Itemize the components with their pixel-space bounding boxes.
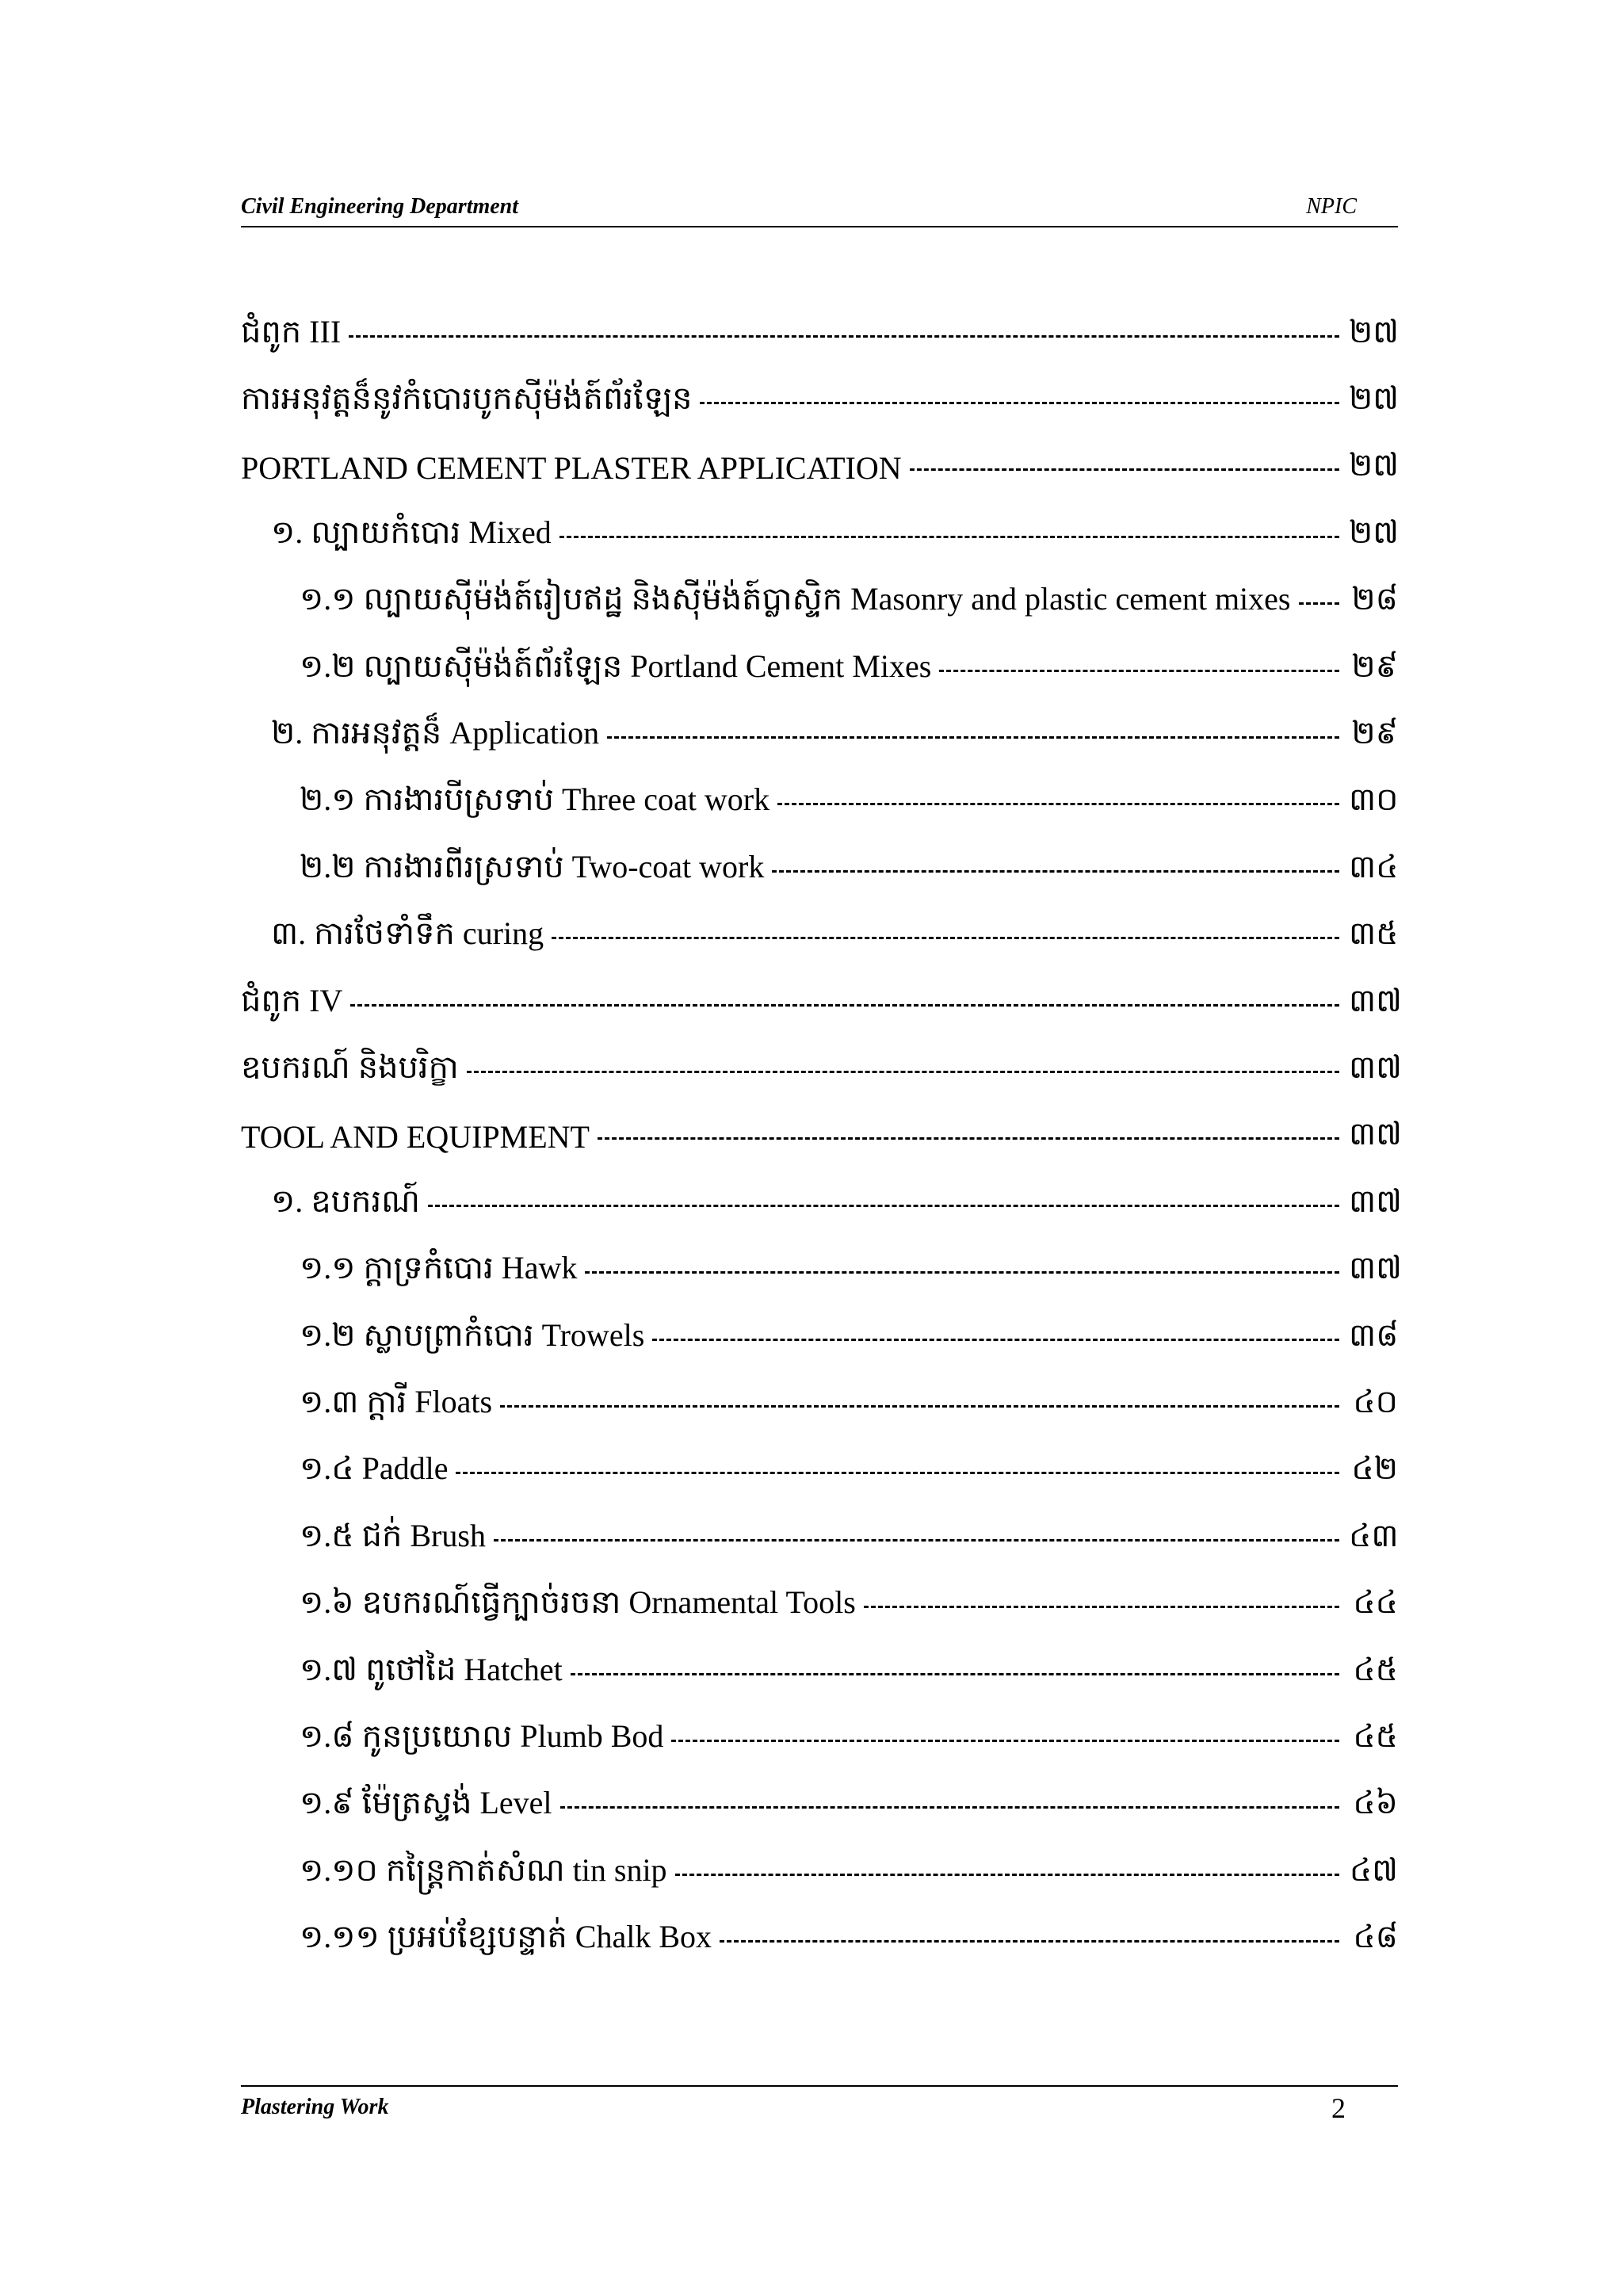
toc-entry-title: ១.១ ក្តាទ្រកំបោរ Hawk: [300, 1250, 578, 1286]
toc-entry: [241, 1237, 1402, 1304]
toc-leader-dashes: [585, 1271, 1339, 1274]
toc-entry-page: ៤២: [1351, 1450, 1398, 1487]
toc-entry-page: ៤៤: [1353, 1584, 1398, 1621]
toc-leader-dashes: [720, 1940, 1339, 1943]
footer-document-title: Plastering Work: [241, 2095, 389, 2119]
toc-entry-title: PORTLAND CEMENT PLASTER APPLICATION: [241, 450, 902, 487]
toc-entry: [241, 569, 1398, 636]
toc-entry-title: ១.៤ Paddle: [300, 1450, 449, 1487]
page-footer: [241, 2085, 1398, 2134]
toc-leader-dashes: [560, 1806, 1339, 1809]
toc-entry: [241, 1906, 1398, 1973]
toc-entry: [241, 1839, 1398, 1906]
toc-leader-dashes: [652, 1339, 1339, 1341]
header-institution: NPIC: [1306, 194, 1357, 219]
toc-entry-page: ២៩: [1351, 715, 1398, 751]
toc-leader-dashes: [428, 1205, 1339, 1207]
toc-entry-page: ៣៧: [1349, 982, 1402, 1018]
toc-leader-dashes: [675, 1874, 1339, 1876]
toc-entry-page: ៤៨: [1353, 1919, 1398, 1955]
toc-leader-dashes: [552, 937, 1339, 939]
toc-entry-page: ៤៥: [1353, 1717, 1398, 1754]
toc-leader-dashes: [772, 870, 1339, 873]
toc-leader-dashes: [1299, 602, 1340, 605]
toc-entry-page: ៣០: [1349, 781, 1399, 818]
toc-entry-page: ៣៥: [1349, 915, 1399, 952]
toc-entry-page: ៤៥: [1353, 1651, 1398, 1687]
toc-entry-title: ជំពូក IV: [241, 982, 343, 1018]
toc-entry-title: ឧបករណ៍ និងបរិក្ខា: [241, 1049, 459, 1085]
toc-entry: [241, 1773, 1398, 1839]
toc-leader-dashes: [350, 1004, 1339, 1007]
toc-entry: [241, 1104, 1402, 1171]
toc-entry-title: ១.៩ ម៉ែត្រស្ទង់ Level: [300, 1785, 552, 1821]
toc-leader-dashes: [939, 670, 1339, 672]
table-of-contents: [241, 301, 1402, 1973]
toc-entry-page: ៣៤: [1349, 848, 1399, 884]
toc-entry: [241, 1305, 1398, 1371]
toc-entry: [241, 702, 1398, 769]
page-number: 2: [1331, 2092, 1346, 2124]
toc-entry-page: ២៩: [1351, 648, 1398, 684]
toc-entry-title: ២. ការអនុវត្តន៏ Application: [271, 715, 600, 751]
toc-entry: [241, 1706, 1398, 1772]
toc-leader-dashes: [700, 402, 1339, 404]
toc-entry-title: ១. ល្បាយកំបោរ Mixed: [271, 514, 552, 550]
toc-leader-dashes: [910, 468, 1339, 471]
toc-entry-title: ១.៥ ជក់ Brush: [300, 1517, 486, 1553]
toc-entry: [241, 1037, 1402, 1103]
toc-entry-page: ២៧: [1349, 514, 1400, 550]
toc-entry-page: ៣៨: [1349, 1316, 1399, 1353]
toc-entry-title: ១.១០ កន្ត្រៃកាត់សំណ tin snip: [300, 1851, 667, 1888]
toc-entry-page: ២៨: [1351, 581, 1398, 617]
toc-entry-title: ១.៨ កូនប្រយោល Plumb Bod: [300, 1717, 664, 1754]
toc-leader-dashes: [456, 1472, 1339, 1474]
toc-leader-dashes: [864, 1606, 1339, 1608]
toc-entry-page: ៤៣: [1349, 1517, 1399, 1553]
toc-entry: [241, 636, 1398, 702]
toc-entry-page: ៣៧: [1349, 1250, 1402, 1286]
toc-entry-title: ១. ឧបករណ៍: [271, 1182, 420, 1219]
toc-entry-title: ២.២ ការងារពីរស្រទាប់ Two-coat work: [300, 848, 765, 884]
toc-entry-page: ២៧: [1349, 380, 1400, 417]
toc-entry: [241, 836, 1398, 903]
toc-entry: [241, 502, 1398, 568]
toc-entry: [241, 368, 1398, 434]
toc-entry-title: ២.១ ការងារបីស្រទាប់ Three coat work: [300, 781, 770, 818]
toc-leader-dashes: [607, 736, 1339, 739]
toc-leader-dashes: [467, 1071, 1339, 1073]
toc-leader-dashes: [671, 1740, 1339, 1742]
header-department: Civil Engineering Department: [241, 194, 519, 219]
toc-entry: [241, 770, 1398, 836]
toc-entry-page: ៤០: [1353, 1383, 1398, 1419]
toc-entry-title: ១.២ ល្បាយស៊ីម៉ង់ត៍ព័រឡែន Portland Cement Mixes: [300, 648, 932, 684]
toc-entry: [241, 970, 1402, 1037]
toc-entry: [241, 1639, 1398, 1706]
toc-entry-page: ២៧: [1349, 313, 1400, 350]
toc-leader-dashes: [349, 335, 1339, 338]
toc-entry-page: ៤៦: [1353, 1785, 1398, 1821]
toc-leader-dashes: [559, 536, 1339, 538]
page-header: [241, 194, 1398, 227]
toc-entry-title: ១.៧ ពូថៅដៃ Hatchet: [300, 1651, 563, 1687]
toc-entry-title: ការអនុវត្តន៏នូវកំបោរបូកស៊ីម៉ង់ត៍ព័រឡែន: [241, 380, 693, 417]
toc-entry: [241, 301, 1398, 368]
toc-entry-title: TOOL AND EQUIPMENT: [241, 1119, 590, 1156]
toc-entry-title: ១.៣ ក្តារី Floats: [300, 1383, 493, 1419]
toc-entry-page: ៣៧: [1349, 1182, 1402, 1219]
toc-entry: [241, 435, 1398, 502]
toc-entry-page: ២៧: [1349, 447, 1400, 483]
toc-entry-title: ជំពូក III: [241, 313, 342, 350]
toc-entry-page: ៣៧: [1349, 1116, 1402, 1152]
toc-entry: [241, 904, 1398, 970]
toc-entry-title: ១.១១ ប្រអប់ខ្សែបន្ទាត់ Chalk Box: [300, 1919, 712, 1955]
toc-entry: [241, 1171, 1402, 1237]
toc-entry: [241, 1438, 1398, 1505]
toc-entry-page: ៣៧: [1349, 1049, 1402, 1085]
toc-entry-title: ៣. ការថែទាំទឹក curing: [271, 915, 544, 952]
toc-entry-page: ៤៧: [1349, 1851, 1398, 1888]
toc-entry-title: ១.២ ស្លាបព្រាកំបោរ Trowels: [300, 1316, 645, 1353]
toc-entry: [241, 1505, 1398, 1572]
toc-entry-title: ១.៦ ឧបករណ៍ធ្វើក្បាច់រចនា Ornamental Tools: [300, 1584, 856, 1621]
toc-leader-dashes: [494, 1539, 1339, 1541]
toc-entry: [241, 1572, 1398, 1638]
toc-leader-dashes: [500, 1405, 1339, 1408]
toc-leader-dashes: [571, 1673, 1339, 1675]
toc-entry: [241, 1371, 1398, 1438]
toc-leader-dashes: [777, 803, 1339, 805]
toc-entry-title: ១.១ ល្បាយស៊ីម៉ង់ត៍រៀបឥដ្ឋ និងស៊ីម៉ង់ត៍ប្លាស្ទិក Masonry and plastic cement mixes: [300, 581, 1291, 617]
toc-leader-dashes: [598, 1137, 1339, 1140]
